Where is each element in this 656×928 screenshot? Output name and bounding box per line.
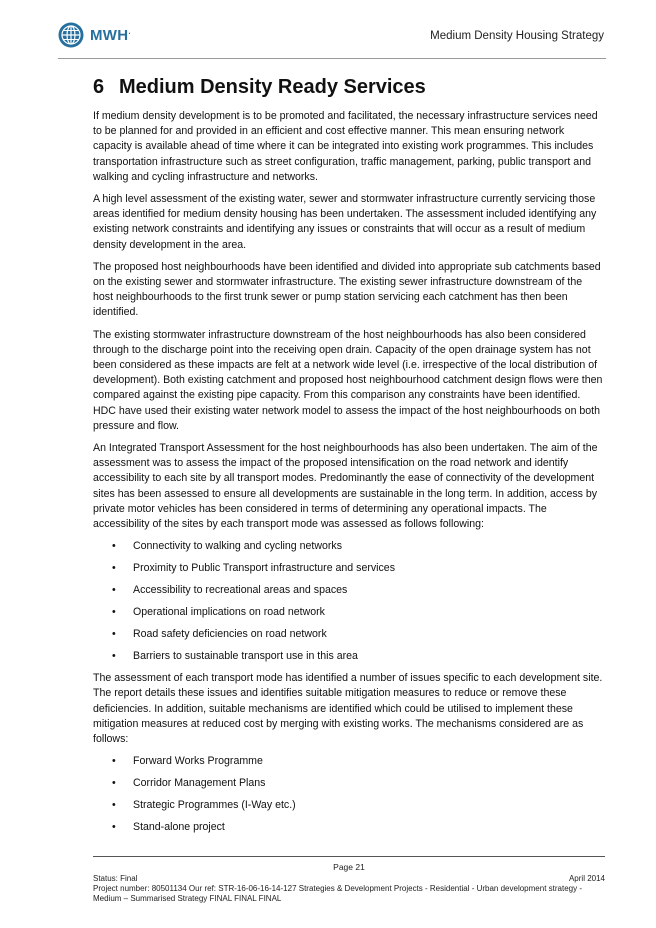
bullet: • <box>112 584 116 597</box>
bullet: • <box>112 540 116 553</box>
list-item: • Connectivity to walking and cycling networks <box>112 540 343 553</box>
bullet: • <box>112 821 116 834</box>
list-item: • Strategic Programmes (I-Way etc.) <box>112 799 296 812</box>
date-text: April 2014 <box>568 874 605 883</box>
page-content <box>93 76 605 842</box>
globe-icon <box>58 22 84 48</box>
section-title: Medium Density Ready Services <box>119 76 426 98</box>
bullet: • <box>112 799 116 812</box>
bullet: • <box>112 628 116 641</box>
bullet: • <box>112 777 116 790</box>
logo-text: MWH. <box>90 26 131 44</box>
paragraph: The existing stormwater infrastructure downstream of the host neighbourhoods has also been considered through to the discharge point into the receiving open drain. Capacity of the open drainage system has not been considered as these impacts are felt at a network wide level (i.e. irrespective of the local distribution of development). Both existing catchment and proposed host neighbourhood catchment design flows were then compared against the existing pipe capacity. From this comparison any constraints have been identified. HDC have used their existing water network model to assess the impact of the host neighbourhoods on both pressure and flow. <box>93 328 603 432</box>
bullet: • <box>112 755 116 768</box>
transport-assessment-list <box>93 539 605 664</box>
company-logo <box>58 22 131 48</box>
paragraph: If medium density development is to be promoted and facilitated, the necessary infrastructure services need to be planned for and provided in an efficient and cost effective manner. This mean ensuring network capacity is available ahead of time where it can be integrated into existing work programmes. This includes transportation infrastructure such as street configuration, traffic management, parking, public transport and walking and cycling infrastructure and networks. <box>93 110 598 183</box>
status-text: Status: Final <box>93 874 138 883</box>
bullet: • <box>112 606 116 619</box>
project-reference: Project number: 80501134 Our ref: STR-16-06-16-14-127 Strategies & Development Projects - Residential - Urban development strategy - Medium – Summarised Strategy FINAL FINAL FINAL <box>93 884 582 903</box>
bullet: • <box>112 562 116 575</box>
paragraph: The proposed host neighbourhoods have been identified and divided into appropriate sub catchments based on the existing sewer and stormwater infrastructure. The existing sewer infrastructure downstream of the host neighbourhoods to the first trunk sewer or pump station servicing each catchment has then been identified. <box>93 260 601 319</box>
bullet: • <box>112 650 116 663</box>
list-item: • Accessibility to recreational areas and spaces <box>112 584 348 597</box>
list-item: • Forward Works Programme <box>112 755 263 768</box>
paragraph: An Integrated Transport Assessment for the host neighbourhoods has also been undertaken. The aim of the assessment was to assess the impact of the proposed intensification on the road network and identify accessibility to each site by all transport modes. Predominantly the ease of connectivity of the development sites has been assessed to ensure all developments are sustainable in the long term. In addition, access by private motor vehicles has been considered in terms of determining any operational impacts. The accessibility of the sites by each transport mode was assessed as follows following: <box>93 442 598 531</box>
list-item: • Corridor Management Plans <box>112 777 266 790</box>
page-header <box>58 20 606 59</box>
paragraph: The assessment of each transport mode has identified a number of issues specific to each development site. The report details these issues and identifies suitable mitigation measures to reduce or remove these deficiencies. In addition, suitable mechanisms are identified which could be utilised to implement these mitigation measures at reduced cost by merging with existing works. The mechanisms considered are as follows: <box>93 672 603 746</box>
list-item: • Stand-alone project <box>112 821 225 834</box>
list-item: • Barriers to sustainable transport use in this area <box>112 650 358 663</box>
page-footer <box>93 856 605 904</box>
list-item: • Road safety deficiencies on road network <box>112 628 327 641</box>
section-heading <box>93 76 605 99</box>
mechanisms-list <box>93 754 605 835</box>
section-number: 6 <box>93 76 105 98</box>
page-number: Page 21 <box>333 862 365 872</box>
document-title: Medium Density Housing Strategy <box>430 30 604 42</box>
list-item: • Operational implications on road network <box>112 606 325 619</box>
list-item: • Proximity to Public Transport infrastructure and services <box>112 562 395 575</box>
footer-status-row <box>93 874 605 883</box>
paragraph: A high level assessment of the existing water, sewer and stormwater infrastructure currently servicing those areas identified for medium density housing has been undertaken. The assessment included identifying any existing network constraints and identifying any issues or constraints that will occur as a result of medium density development in the area. <box>93 193 597 251</box>
